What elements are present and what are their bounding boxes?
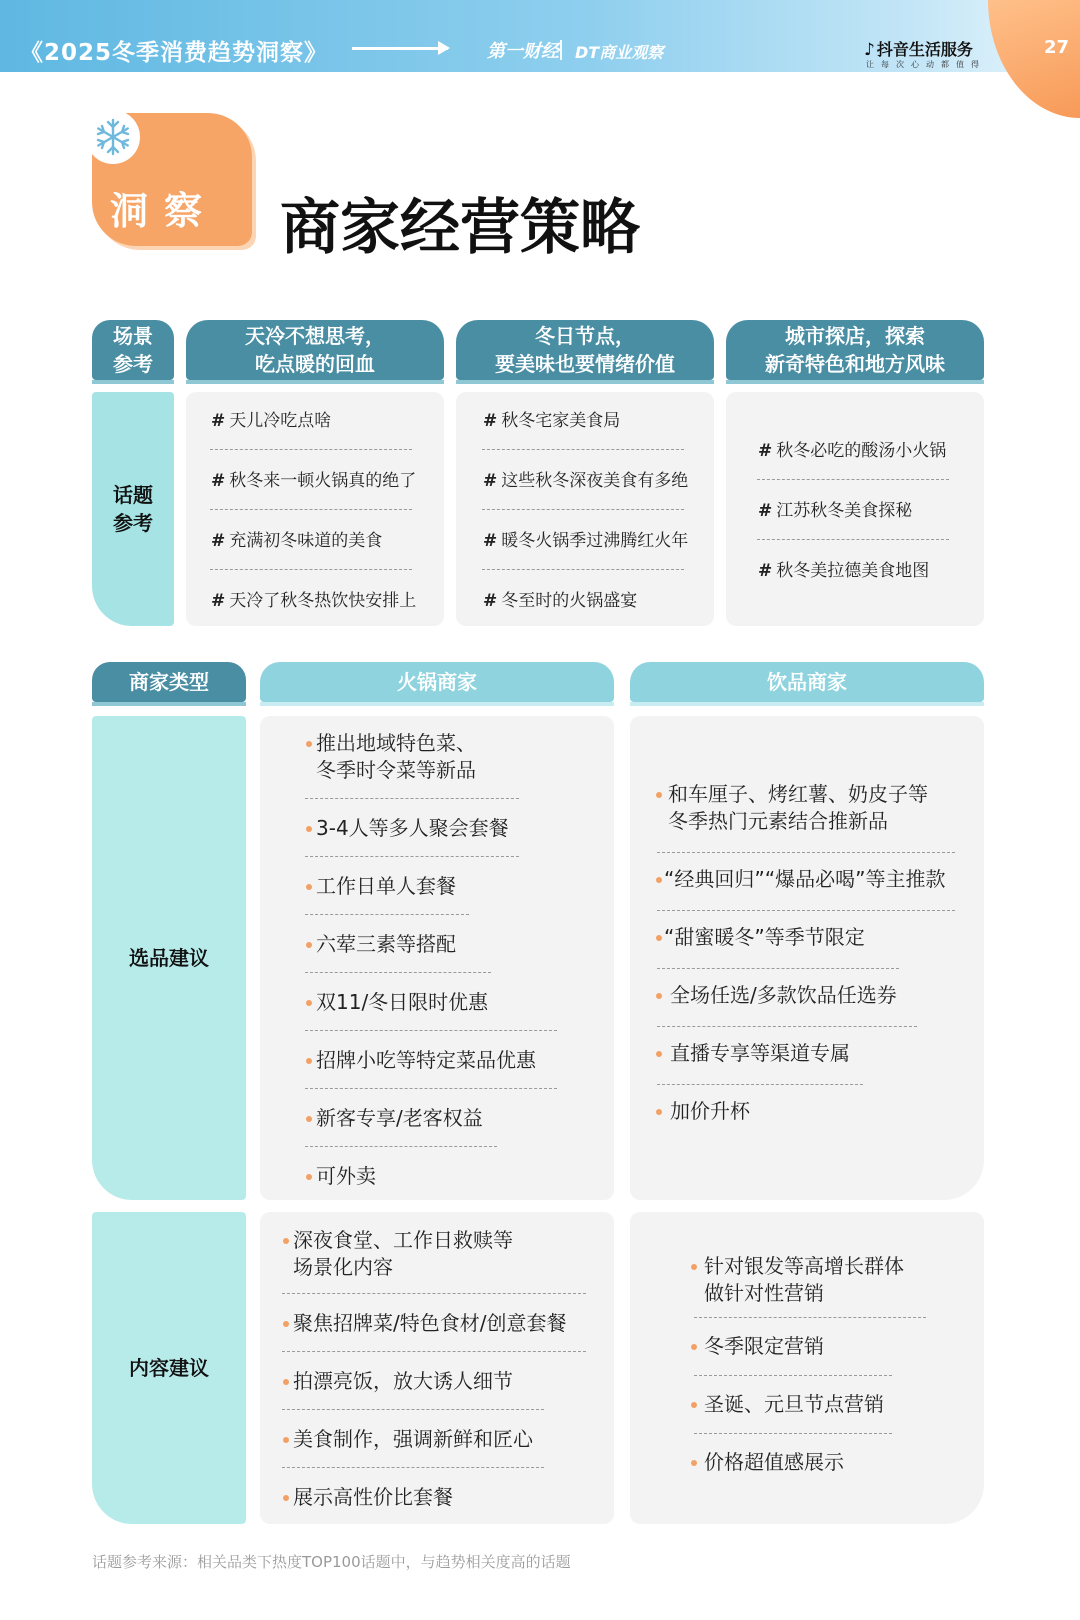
divider [694,1375,892,1376]
scene-row-label [92,320,174,380]
topic-tag [483,406,620,431]
divider [657,852,955,853]
divider [482,569,684,570]
topic-tag [211,586,416,611]
divider [305,972,491,973]
list-item: “甜蜜暖冬”等季节限定 [664,925,865,949]
hashtag-icon: # [211,591,226,611]
page-number: 27 [1044,37,1070,58]
divider [210,569,412,570]
divider [657,1026,917,1027]
divider [482,509,684,510]
divider [282,1293,586,1294]
merchant-type-label-text: 商家类型 [129,670,209,694]
source-footnote: 话题参考来源：相关品类下热度TOP100话题中，与趋势相关度高的话题 [92,1553,571,1571]
list-item: 拍漂亮饭，放大诱人细节 [293,1369,513,1393]
merchant-type-label [92,662,246,702]
topic-text: 秋冬必吃的酸汤小火锅 [776,441,947,461]
list-item: 招牌小吃等特定菜品优惠 [316,1048,536,1072]
scene-header-2-line2: 要美味也要情绪价值 [495,352,675,376]
arrow-right-icon [352,47,448,50]
hotpot-header-text: 火锅商家 [397,670,477,694]
bullet-dot-icon [656,993,662,999]
bullet-dot-icon [283,1238,289,1244]
topic-text: 江苏秋冬美食探秘 [776,501,913,521]
list-item: 双11/冬日限时优惠 [316,990,489,1014]
divider [305,1030,557,1031]
bullet-dot-icon [283,1437,289,1443]
bullet-dot-icon [306,942,312,948]
music-note-icon: ♪ [864,40,875,60]
douyin-logo [864,37,973,60]
snowflake-badge [86,110,140,164]
list-item: 新客专享/老客权益 [316,1106,483,1130]
badge-label: 洞察 [110,189,219,233]
bullet-dot-icon [306,1174,312,1180]
list-item: 3-4人等多人聚会套餐 [316,816,509,840]
list-item: 美食制作，强调新鲜和匠心 [293,1427,533,1451]
divider [210,509,412,510]
topic-tag [211,466,416,491]
bullet-dot-icon [656,935,662,941]
topic-text: 秋冬来一顿火锅真的绝了 [229,471,417,491]
divider [305,914,469,915]
scene-header-3-line2: 新奇特色和地方风味 [765,352,945,376]
divider [305,798,519,799]
hashtag-icon: # [758,561,773,581]
bullet-dot-icon [656,877,662,883]
snowflake-icon [93,117,133,157]
topic-text: 这些秋冬深夜美食有多绝 [501,471,689,491]
topic-tag [211,526,382,551]
drink-header [630,662,984,702]
douyin-tagline: 让每次心动都值得 [866,60,986,69]
list-item-line: 冬季时令菜等新品 [316,758,476,782]
scene-header-1-line1: 天冷不想思考， [245,324,385,348]
scene-header-2-line1: 冬日节点， [535,324,635,348]
list-item-line: 冬季热门元素结合推新品 [668,809,888,833]
hashtag-icon: # [211,471,226,491]
divider [694,1433,892,1434]
topic-text: 充满初冬味道的美食 [229,531,383,551]
hashtag-icon: # [483,591,498,611]
hashtag-icon: # [483,411,498,431]
scene-header-3 [726,320,984,380]
divider [657,1084,863,1085]
content-row-label-text: 内容建议 [129,1356,209,1380]
topic-text: 秋冬美拉德美食地图 [776,561,930,581]
hashtag-icon: # [758,501,773,521]
divider [694,1317,926,1318]
scene-header-1-line2: 吃点暖的回血 [255,352,375,376]
topic-row-label [92,392,174,626]
bullet-dot-icon [656,792,662,798]
divider [282,1351,586,1352]
hashtag-icon: # [483,471,498,491]
divider [282,1467,544,1468]
hashtag-icon: # [211,531,226,551]
header-corner-decoration [988,0,1080,118]
dt-logo: DT商业观察 [575,43,664,62]
report-title: 《2025冬季消费趋势洞察》 [20,40,329,66]
divider [305,856,519,857]
hashtag-icon: # [211,411,226,431]
yicai-logo: 第一财经 [487,41,559,62]
topic-text: 天冷了秋冬热饮快安排上 [229,591,417,611]
logo-divider [560,40,562,60]
divider [482,449,684,450]
topic-text: 冬至时的火锅盛宴 [501,591,638,611]
topic-tag [758,556,929,581]
bullet-dot-icon [283,1495,289,1501]
bullet-dot-icon [656,1109,662,1115]
bullet-dot-icon [283,1321,289,1327]
topic-tag [483,586,637,611]
list-item [293,1227,513,1281]
topic-text: 秋冬宅家美食局 [501,411,621,431]
bullet-dot-icon [691,1264,697,1270]
bullet-dot-icon [283,1379,289,1385]
bullet-dot-icon [691,1344,697,1350]
page-title: 商家经营策略 [280,193,640,263]
list-item-line: 推出地域特色菜、 [316,731,476,755]
scene-row-label-text: 场景参考 [113,324,153,376]
bullet-dot-icon [691,1460,697,1466]
list-item-line: 针对银发等高增长群体 [704,1254,904,1278]
list-item: 圣诞、元旦节点营销 [704,1392,884,1416]
list-item: 六荤三素等搭配 [316,932,456,956]
list-item: 冬季限定营销 [704,1334,824,1358]
list-item-line: 深夜食堂、工作日救赎等 [293,1228,513,1252]
bullet-dot-icon [306,884,312,890]
divider [657,910,955,911]
divider [282,1409,544,1410]
hashtag-icon: # [758,441,773,461]
bullet-dot-icon [306,1058,312,1064]
hotpot-header [260,662,614,702]
douyin-logo-text: 抖音生活服务 [876,40,973,59]
divider [305,1146,497,1147]
content-row-label [92,1212,246,1524]
drink-header-text: 饮品商家 [767,670,847,694]
hashtag-icon: # [483,531,498,551]
list-item: 价格超值感展示 [704,1450,844,1474]
topic-tag [211,406,331,431]
topic-tag [483,466,688,491]
list-item: 全场任选/多款饮品任选券 [670,983,897,1007]
bullet-dot-icon [306,1000,312,1006]
list-item: “经典回归”“爆品必喝”等主推款 [664,867,946,891]
topic-tag [758,436,946,461]
divider [657,968,899,969]
bullet-dot-icon [656,1051,662,1057]
topic-tag [483,526,688,551]
topic-tag [758,496,912,521]
list-item [668,781,928,835]
list-item-line: 做针对性营销 [704,1281,824,1305]
scene-header-2 [456,320,714,380]
list-item: 聚焦招牌菜/特色食材/创意套餐 [293,1311,567,1335]
topic-text: 天儿冷吃点啥 [229,411,332,431]
divider [757,539,949,540]
list-item: 直播专享等渠道专属 [670,1041,850,1065]
selection-row-label-text: 选品建议 [129,946,209,970]
list-item: 展示高性价比套餐 [293,1485,453,1509]
list-item-line: 和车厘子、烤红薯、奶皮子等 [668,782,928,806]
list-item: 可外卖 [316,1164,376,1188]
list-item [704,1253,904,1307]
scene-header-1 [186,320,444,380]
topic-text: 暖冬火锅季过沸腾红火年 [501,531,689,551]
bullet-dot-icon [306,1116,312,1122]
list-item-line: 场景化内容 [293,1255,393,1279]
topic-row-label-text: 话题参考 [113,483,153,535]
scene-header-3-line1: 城市探店，探索 [785,324,925,348]
list-item: 工作日单人套餐 [316,874,456,898]
divider [757,479,949,480]
bullet-dot-icon [306,826,312,832]
list-item [316,730,476,784]
bullet-dot-icon [691,1402,697,1408]
selection-row-label [92,716,246,1200]
divider [305,1088,557,1089]
list-item: 加价升杯 [670,1099,750,1123]
divider [210,449,412,450]
bullet-dot-icon [306,741,312,747]
